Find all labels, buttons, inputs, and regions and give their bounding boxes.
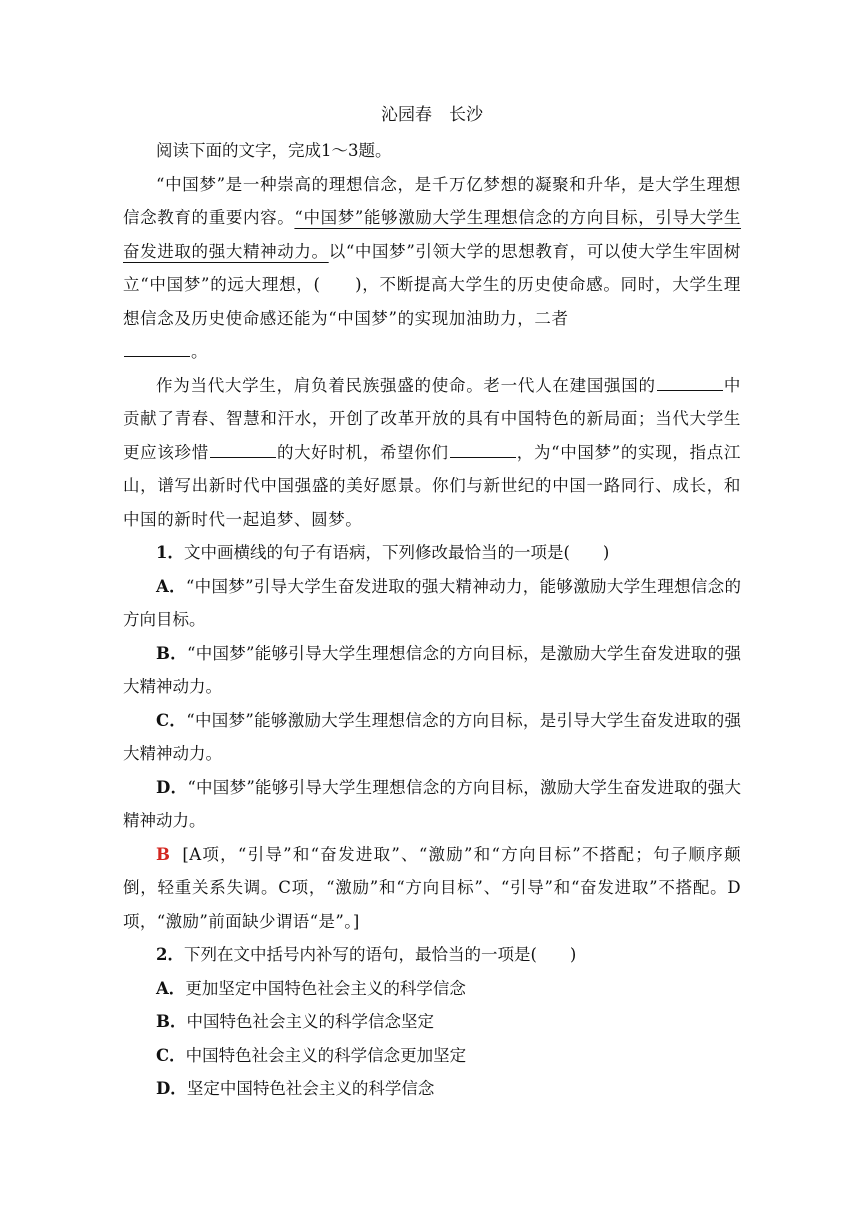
question-number: 2． bbox=[156, 945, 184, 964]
option-text: 更加坚定中国特色社会主义的科学信念 bbox=[185, 978, 466, 998]
option-letter: A． bbox=[156, 576, 186, 596]
option-text: 中国特色社会主义的科学信念更加坚定 bbox=[185, 1045, 467, 1065]
option-text: 坚定中国特色社会主义的科学信念 bbox=[186, 1079, 435, 1098]
question-2 bbox=[123, 938, 741, 1106]
passage-text: ，为“中国梦”的实现，指点江山，谱写出新时代中国强盛的美好愿景。你们与新世纪的中国一路同行、成长，和中国的新时代一起追梦、圆梦。 bbox=[123, 442, 742, 529]
explanation-text: [A项，“引导”和“奋发进取”、“激励”和“方向目标”不搭配；句子顺序颠倒，轻重关系失调。C项，“激励”和“方向目标”、“引导”和“奋发进取”不搭配。D项，“激励”前面缺少谓语“是”。] bbox=[123, 844, 741, 931]
option-letter: B． bbox=[156, 1012, 187, 1031]
option-letter: B． bbox=[156, 643, 187, 663]
question-stem bbox=[123, 536, 741, 570]
option-d bbox=[123, 771, 741, 838]
underlined-sentence: “中国梦”能够激励大学生理想信念的方向目标，引导大学生奋发进取的强大精神动力。 bbox=[123, 208, 742, 261]
option-letter: C． bbox=[156, 1045, 186, 1065]
passage-text: 的大好时机，希望你们 bbox=[276, 442, 449, 462]
option-text: “中国梦”能够引导大学生理想信念的方向目标，是激励大学生奋发进取的强大精神动力。 bbox=[123, 643, 741, 696]
passage-paragraph-1 bbox=[123, 168, 741, 369]
passage-paragraph-2 bbox=[123, 369, 741, 537]
answer-explanation bbox=[123, 838, 741, 939]
option-b bbox=[123, 637, 741, 704]
instruction: 阅读下面的文字，完成1～3题。 bbox=[156, 141, 392, 160]
option-b bbox=[123, 1005, 741, 1039]
option-text: 中国特色社会主义的科学信念坚定 bbox=[186, 1012, 434, 1031]
option-d bbox=[123, 1072, 741, 1106]
reading-passage bbox=[123, 168, 741, 537]
fill-blank bbox=[124, 355, 190, 357]
option-letter: D． bbox=[156, 1079, 187, 1098]
passage-text: 以“中国梦”引领大学的思想教育，可以使大学生牢固树立“中国梦”的远大理想，( )，不断提高大学生的历史使命感。同时，大学生理想信念及历史使命感还能为“中国梦”的实现加油助力，二者 bbox=[123, 241, 742, 328]
option-text: “中国梦”能够激励大学生理想信念的方向目标，是引导大学生奋发进取的强大精神动力。 bbox=[123, 710, 741, 763]
passage-text: 作为当代大学生，肩负着民族强盛的使命。老一代人在建国强国的 bbox=[156, 375, 656, 395]
option-text: “中国梦”能够引导大学生理想信念的方向目标，激励大学生奋发进取的强大精神动力。 bbox=[123, 777, 741, 830]
passage-text: 。 bbox=[191, 342, 209, 361]
option-a bbox=[123, 570, 741, 637]
fill-blank bbox=[450, 456, 516, 458]
option-letter: A． bbox=[156, 978, 186, 998]
option-a bbox=[123, 972, 741, 1006]
option-c bbox=[123, 704, 741, 771]
question-stem bbox=[123, 938, 741, 972]
answer-letter: B bbox=[156, 844, 171, 864]
document-page bbox=[123, 100, 741, 1106]
option-letter: D． bbox=[156, 777, 188, 797]
question-text: 文中画横线的句子有语病，下列修改最恰当的一项是( ) bbox=[183, 543, 610, 562]
fill-blank bbox=[657, 389, 723, 391]
fill-blank bbox=[210, 456, 276, 458]
question-number: 1． bbox=[156, 543, 184, 562]
passage-text: “中国梦”是一种崇高的理想信念，是千万亿梦想的凝聚和升华，是大学生理想信念教育的重要内容。 bbox=[123, 174, 741, 227]
page-title: 沁园春 长沙 bbox=[381, 105, 483, 125]
option-letter: C． bbox=[156, 710, 187, 730]
option-text: “中国梦”引导大学生奋发进取的强大精神动力，能够激励大学生理想信念的方向目标。 bbox=[123, 576, 741, 629]
passage-text: 中贡献了青春、智慧和汗水，开创了改革开放的具有中国特色的新局面；当代大学生更应该珍惜 bbox=[123, 375, 741, 462]
option-c bbox=[123, 1039, 741, 1073]
question-1 bbox=[123, 536, 741, 938]
question-text: 下列在文中括号内补写的语句，最恰当的一项是( ) bbox=[183, 945, 577, 964]
